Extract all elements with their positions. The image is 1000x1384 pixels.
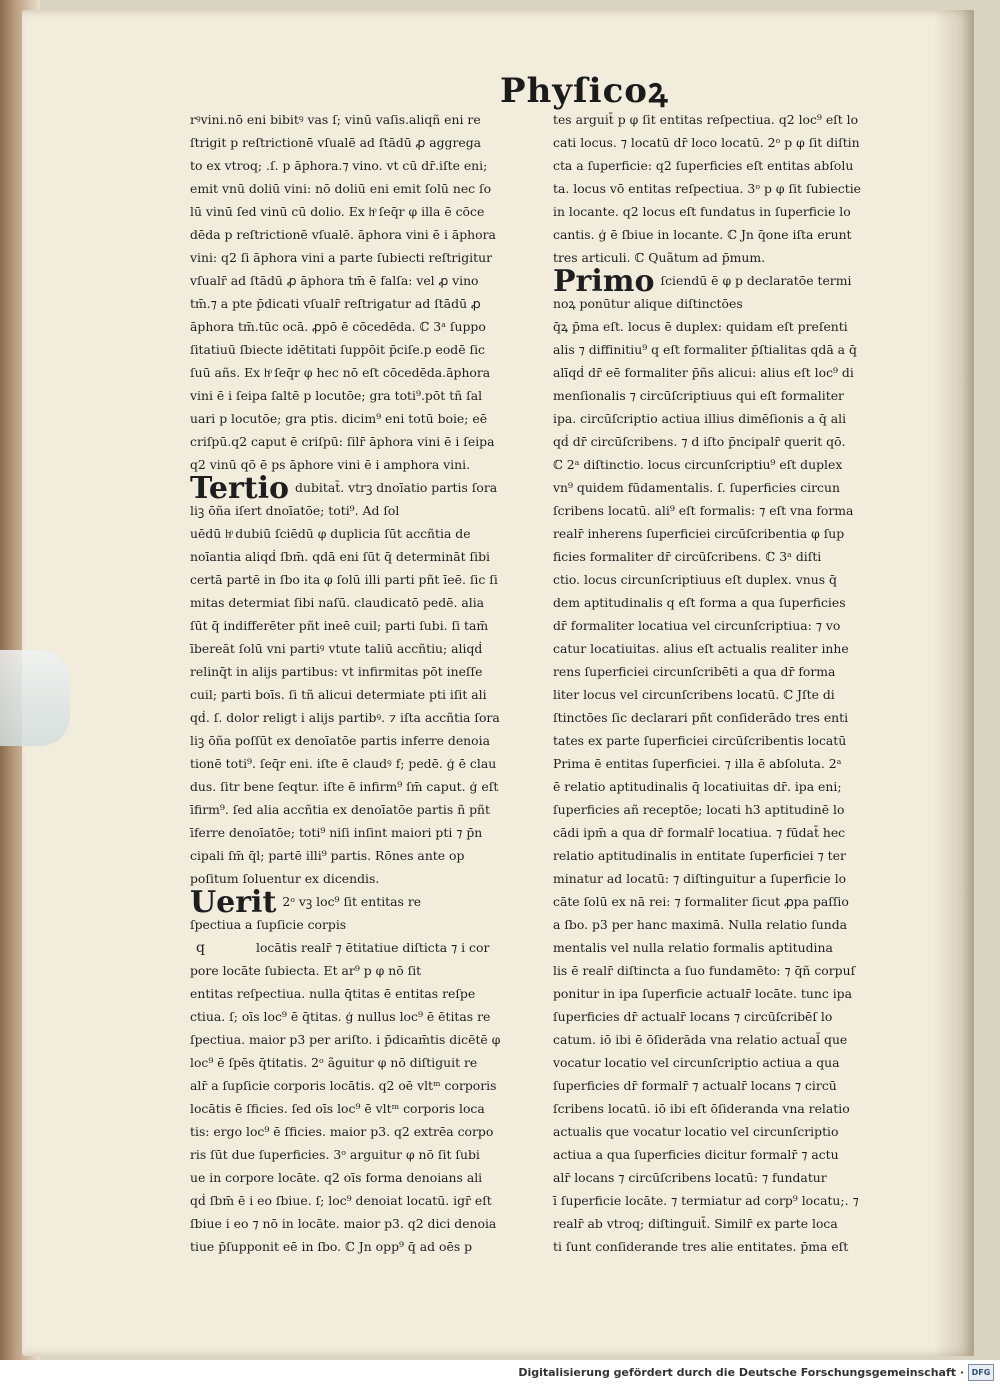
line-text: tiue p̄ſupponit eē in ſbo. ℂ Jn opp⁹ q̄ ad oēs p (190, 1239, 473, 1254)
text-line (553, 264, 915, 299)
text-line (190, 1189, 535, 1212)
line-text: cantis. ģ ē ſbiue in locante. ℂ Jn q̄one iſta erunt (553, 227, 852, 242)
text-line (190, 200, 535, 223)
line-text: relatio aptitudinalis in entitate ſuperficiei ⁊ ter (553, 848, 846, 863)
text-line (553, 522, 915, 545)
text-line (190, 522, 535, 545)
text-line (553, 1051, 915, 1074)
text-line (553, 982, 915, 1005)
line-text: ℂ 2ᵃ diſtinctio. locus circunſcriptiu⁹ eſt duplex (553, 457, 843, 472)
line-text: noꝝ ponūtur alique diſtinctōes (553, 296, 743, 311)
text-line (190, 384, 535, 407)
text-line (553, 844, 915, 867)
text-line (190, 775, 535, 798)
text-line (190, 1166, 535, 1189)
text-line (553, 683, 915, 706)
line-text: pore locāte ſubiecta. Et ar⁹ p φ nō ſit (190, 963, 422, 978)
line-text: dem aptitudinalis q eſt forma a qua ſuperficies (553, 595, 846, 610)
text-line (553, 660, 915, 683)
line-text: mitas determiat ſibi naſū. claudicatō pedē. alia (190, 595, 485, 610)
line-text: ſciendū ē φ p declaratōe termi (660, 273, 852, 288)
line-text: ta. locus vō entitas reſpectiua. 3ᵒ p φ ſit ſubiectie (553, 181, 861, 196)
line-text: ti ſunt conſiderande tres alie entitates. p̄ma eſt (553, 1239, 849, 1254)
text-line (190, 591, 535, 614)
text-line (190, 108, 535, 131)
text-line (190, 131, 535, 154)
line-text: to ex vtroq; .ſ. p āphora.⁊ vino. vt cū dr̄.iſte eni; (190, 158, 488, 173)
text-line (553, 131, 915, 154)
running-head: Phyſicoꝝ (500, 71, 669, 111)
line-text: alr̄ locans ⁊ circūſcribens locatū: ⁊ fundatur (553, 1170, 827, 1185)
line-text: āphora tm̄.tūc ocā. ꝓpō ē cōcedēda. ℂ 3ᵃ ſuppo (190, 319, 486, 334)
line-text: qḋ. ſ. dolor religt i alijs partibꝰ. ⁊ iſta accñtia ſora (190, 710, 500, 725)
text-line (553, 1120, 915, 1143)
text-line (553, 453, 915, 476)
line-text: ue in corpore locāte. q2 oīs forma denoians ali (190, 1170, 483, 1185)
text-line (553, 1143, 915, 1166)
line-text: ſpectiua. maior p3 per ariſto. i p̄dicam̄tis dicētē φ (190, 1032, 501, 1047)
text-line (190, 269, 535, 292)
line-text: locātis realr̄ ⁊ ētitatiue diſticta ⁊ i cor (256, 940, 490, 955)
text-line (190, 1212, 535, 1235)
line-text: cati locus. ⁊ locatū dr̄ loco locatū. 2ᵒ p φ ſit diſtin (553, 135, 860, 150)
text-line (190, 959, 535, 982)
line-text: ē relatio aptitudinalis q̄ locatiuitas dr̄. ipa eni; (553, 779, 842, 794)
line-text: in locante. q2 locus eſt fundatus in ſuperficie lo (553, 204, 851, 219)
text-line (190, 1143, 535, 1166)
text-line (190, 154, 535, 177)
text-line (190, 1051, 535, 1074)
line-text: ſcribens locatū. ali⁹ eſt formalis: ⁊ eſt vna forma (553, 503, 854, 518)
right-column (553, 108, 915, 1258)
text-line (190, 798, 535, 821)
line-text: ſitatiuū ſbiecte idētitati ſuppōit p̄ciſe.p eodē ſic (190, 342, 485, 357)
line-text: ctiua. ſ; oīs loc⁹ ē q̄titas. ģ nullus loc⁹ ē ētitas re (190, 1009, 491, 1024)
line-text: ſcribens locatū. iō ibi eſt ōſideranda vna relatio (553, 1101, 850, 1116)
line-text: catum. iō ibi ē ōſiderāda vna relatio actual̄ que (553, 1032, 848, 1047)
text-line (553, 591, 915, 614)
text-line (553, 1235, 915, 1258)
line-text: cipali ſm̄ q̄l; partē illi⁹ partis. Rōnes ante op (190, 848, 465, 863)
text-line (553, 499, 915, 522)
line-text: ſbiue i eo ⁊ nō in locāte. maior p3. q2 dici denoia (190, 1216, 497, 1231)
line-text: rꝰvini.nō eni bibitꝰ vas ſ; vinū vaſis.aliqñ eni re (190, 112, 481, 127)
section-head-word: Primo (553, 264, 655, 299)
section-head-word: Tertio (190, 471, 290, 506)
line-text: alr̄ a ſupſicie corporis locātis. q2 oē vltᵐ corporis (190, 1078, 497, 1093)
line-text: īferre denoīatōe; toti⁹ niſi inſint maiori pti ⁊ p̄n (190, 825, 483, 840)
text-line (190, 407, 535, 430)
text-line (553, 1097, 915, 1120)
line-text: ībereāt ſolū vni partiꝰ vtute taliū accñtiu; aliqḋ (190, 641, 483, 656)
line-text: vini: q2 ſi āphora vini a parte ſubiecti reſtrigitur (190, 250, 493, 265)
text-line (190, 1074, 535, 1097)
line-text: mentalis vel nulla relatio formalis aptitudina (553, 940, 833, 955)
line-text: rens ſuperficiei circunſcribēti a qua dr̄ forma (553, 664, 836, 679)
text-line (553, 913, 915, 936)
text-line (553, 568, 915, 591)
text-line (190, 885, 535, 920)
line-text: alīqḋ dr̄ eē formaliter p̄ñs alicui: alius eſt loc⁹ di (553, 365, 854, 380)
line-text: vocatur locatio vel circunſcriptio actiua a qua (553, 1055, 840, 1070)
line-text: certā partē in ſbo ita φ ſolū illi parti pñt īeē. ſic ſi (190, 572, 498, 587)
line-text: uēdū hͦ dubiū ſciēdū φ duplicia ſūt accñtia de (190, 526, 471, 541)
page-gutter-shadow (934, 10, 974, 1356)
line-text: liꝫ ōña iſert dnoīatōe; toti⁹. Ad ſol (190, 503, 400, 518)
line-text: a ſbo. p3 per hanc maximā. Nulla relatio ſunda (553, 917, 848, 932)
line-text: dus. ſitr bene ſeqtur. iſte ē infirm⁹ ſm̄ caput. ģ eſt (190, 779, 499, 794)
text-line (190, 499, 535, 522)
text-line (190, 223, 535, 246)
text-line (553, 361, 915, 384)
text-line (553, 729, 915, 752)
line-text: cta a ſuperficie: q2 ſuperficies eſt entitas abſolu (553, 158, 854, 173)
line-text: ſuperficies dr̄ actualr̄ locans ⁊ circūſcribēſ lo (553, 1009, 833, 1024)
line-text: tis: ergo loc⁹ ē ſficies. maior p3. q2 extrēa corpo (190, 1124, 494, 1139)
line-text: actualis que vocatur locatio vel circunſcriptio (553, 1124, 839, 1139)
line-text: tes arguit̄ p φ ſit entitas reſpectiua. q2 loc⁹ eſt lo (553, 112, 859, 127)
text-line (553, 223, 915, 246)
line-text: cuil; parti boīs. ſi tñ alicui determiate pti iſit ali (190, 687, 487, 702)
line-text: ficies formaliter dr̄ circūſcribens. ℂ 3ᵃ diſti (553, 549, 822, 564)
line-text: tates ex parte ſuperficiei circūſcribentis locatū (553, 733, 847, 748)
text-line (190, 752, 535, 775)
line-text: tionē toti⁹. ſeq̄r eni. iſte ē claudꝰ f; pedē. ģ ē clau (190, 756, 497, 771)
line-text: poſitum ſoluentur ex dicendis. (190, 871, 380, 886)
text-line (190, 913, 535, 936)
line-text: ſtrigit p reſtrictionē vſualē ad ſtādū ꝓ aggrega (190, 135, 482, 150)
text-line (553, 1212, 915, 1235)
text-line (553, 154, 915, 177)
text-line (553, 108, 915, 131)
text-line (190, 545, 535, 568)
text-line (190, 177, 535, 200)
text-line (190, 660, 535, 683)
text-line (553, 1074, 915, 1097)
left-column (190, 108, 535, 1258)
page-clip (0, 650, 70, 746)
text-line (553, 752, 915, 775)
line-text: ſpectiua a ſupſicie corpis (190, 917, 347, 932)
text-line (190, 936, 535, 959)
text-line (553, 1189, 915, 1212)
line-text: ſuū añs. Ex hͦ ſeq̄r φ hec nō eſt cōcedēda.āphora (190, 365, 491, 380)
text-line (190, 338, 535, 361)
line-text: uari p locutōe; gra ptis. dicim⁹ eni totū boie; eē (190, 411, 488, 426)
text-line (553, 798, 915, 821)
line-text: menſionalis ⁊ circūſcriptiuus qui eſt formaliter (553, 388, 844, 403)
text-line (190, 821, 535, 844)
text-line (190, 1097, 535, 1120)
line-text: ſuperficies dr̄ formalr̄ ⁊ actualr̄ locans ⁊ circū (553, 1078, 837, 1093)
text-line (553, 476, 915, 499)
line-text: ctio. locus circunſcriptiuus eſt duplex. vnus q̄ (553, 572, 837, 587)
text-line (553, 384, 915, 407)
text-line (553, 177, 915, 200)
line-text: noīantia aliqḋ ſbm̄. qdā eni ſūt q̄ determināt ſibi (190, 549, 490, 564)
text-line (190, 1005, 535, 1028)
text-line (553, 821, 915, 844)
line-text: liꝫ ōña poſſūt ex denoīatōe partis inferre denoia (190, 733, 490, 748)
line-text: ſūt q̄ indifferēter pñt ineē cuil; parti ſubi. ſi tam̄ (190, 618, 489, 633)
line-text: cādi ipm̄ a qua dr̄ formalr̄ locatiua. ⁊ fūdat̄ hec (553, 825, 846, 840)
line-text: liter locus vel circunſcribens locatū. ℂ Jſte di (553, 687, 835, 702)
line-text: 2ᵒ vꝫ loc⁹ ſit entitas re (282, 894, 422, 909)
text-line (553, 200, 915, 223)
text-line (553, 407, 915, 430)
line-text: relinq̄t in alijs partibus: vt infirmitas pōt ineſſe (190, 664, 483, 679)
line-text: ſuperficies añ receptōe; locati h3 aptitudinē lo (553, 802, 845, 817)
text-line (190, 246, 535, 269)
line-text: q2 vinū qō ē ps āphore vini ē i amphora vini. (190, 457, 471, 472)
text-line (553, 430, 915, 453)
text-line (190, 614, 535, 637)
line-text: q̄ꝝ p̄ma eſt. locus ē duplex: quidam eſt preſenti (553, 319, 848, 334)
line-text: alis ⁊ diffinitiu⁹ q eſt formaliter p̄ſtialitas qdā a q̄ (553, 342, 857, 357)
line-text: vini ē i ſeipa ſaltē p locutōe; gra toti⁹.pōt tñ ſal (190, 388, 483, 403)
line-text: emit vnū doliū vini: nō doliū eni emit ſolū nec ſo (190, 181, 492, 196)
line-text: actiua a qua ſuperficies dicitur formalr̄ ⁊ actu (553, 1147, 839, 1162)
text-line (553, 1005, 915, 1028)
line-text: lis ē realr̄ diſtincta a ſuo fundamēto: ⁊ q̄ñ corpuſ (553, 963, 856, 978)
line-text: ponitur in ipa ſuperficie actualr̄ locāte. tunc ipa (553, 986, 852, 1001)
text-line (553, 775, 915, 798)
text-line (190, 729, 535, 752)
text-line (553, 936, 915, 959)
line-text: ſtinctōes ſic declarari pñt conſiderādo tres enti (553, 710, 849, 725)
line-text: Prima ē entitas ſuperficiei. ⁊ illa ē abſoluta. 2ᵃ (553, 756, 842, 771)
text-line (190, 1028, 535, 1051)
text-line (190, 706, 535, 729)
text-line (553, 890, 915, 913)
line-text: criſpū.q2 caput ē criſpū: ſilr̄ āphora vini ē i ſeipa (190, 434, 495, 449)
line-text: realr̄ inherens ſuperficiei circūſcribentia φ ſup (553, 526, 845, 541)
line-text: qḋ dr̄ circūſcribens. ⁊ d iſto p̄ncipalr̄ querit qō. (553, 434, 846, 449)
footer-bar (0, 1360, 1000, 1384)
line-text: vſualr̄ ad ſtādū ꝓ āphora tm̄ ē falſa: vel ꝓ vino (190, 273, 479, 288)
line-text: qḋ ſbm̄ ē i eo ſbiue. ſ; loc⁹ denoiat locatū. igr̄ eſt (190, 1193, 492, 1208)
text-line (553, 1166, 915, 1189)
dfg-logo: DFG (968, 1364, 994, 1381)
text-line (553, 315, 915, 338)
text-line (553, 867, 915, 890)
text-line (190, 844, 535, 867)
text-line (190, 568, 535, 591)
text-line (190, 982, 535, 1005)
line-text: tres articuli. ℂ Quãtum ad p̄mum. (553, 250, 766, 265)
section-head-word: Uerit (190, 885, 277, 920)
text-line (190, 361, 535, 384)
text-line (553, 706, 915, 729)
line-text: realr̄ ab vtroq; diſtinguit̄. Similr̄ ex parte loca (553, 1216, 838, 1231)
footer-credit: Digitalisierung gefördert durch die Deutsche Forschungsgemeinschaft · (518, 1366, 964, 1379)
text-line (553, 637, 915, 660)
text-line (553, 1028, 915, 1051)
line-text: lū vinū ſed vinū cū dolio. Ex hͦ ſeq̄r φ illa ē cōce (190, 204, 485, 219)
line-text: ipa. circūſcriptio actiua illius dimēſionis a q̄ ali (553, 411, 847, 426)
line-text: minatur ad locatū: ⁊ diſtinguitur a ſuperficie lo (553, 871, 847, 886)
margin-letter: q (196, 940, 205, 956)
text-line (553, 614, 915, 637)
line-text: tm̄.⁊ a pte p̄dicati vſualr̄ reſtrigatur ad ſtādū ꝓ (190, 296, 481, 311)
line-text: dēda p reſtrictionē vſualē. āphora vini ē i āphora (190, 227, 496, 242)
text-line (190, 1120, 535, 1143)
text-line (190, 292, 535, 315)
line-text: locātis ē ſficies. ſed oīs loc⁹ ē vltᵐ corporis loca (190, 1101, 485, 1116)
text-line (190, 430, 535, 453)
text-line (190, 1235, 535, 1258)
text-line (190, 471, 535, 506)
line-text: entitas reſpectiua. nulla q̄titas ē entitas reſpe (190, 986, 476, 1001)
line-text: dubitat̄. vtrꝫ dnoīatio partis ſora (295, 480, 498, 495)
text-line (190, 637, 535, 660)
line-text: ī ſuperficie locāte. ⁊ termiatur ad corp⁹ locatu;. ⁊ (553, 1193, 859, 1208)
line-text: ris ſūt due ſuperficies. 3ᵒ arguitur φ nō ſit ſubi (190, 1147, 480, 1162)
text-line (553, 292, 915, 315)
text-line (190, 683, 535, 706)
line-text: vn⁹ quidem fūdamentalis. ſ. ſuperficies circun (553, 480, 840, 495)
line-text: cāte ſolū ex nā rei: ⁊ formaliter ſicut ꝓpa paſſio (553, 894, 849, 909)
text-line (190, 315, 535, 338)
text-line (553, 545, 915, 568)
text-line (553, 959, 915, 982)
line-text: loc⁹ ē ſpēs q̄titatis. 2ᵒ ãguitur φ nō diſtiguit re (190, 1055, 478, 1070)
text-line (553, 338, 915, 361)
line-text: catur locatiuitas. alius eſt actualis realiter inhe (553, 641, 849, 656)
line-text: īfirm⁹. ſed alia accñtia ex denoīatōe partis ñ pñt (190, 802, 491, 817)
line-text: dr̄ formaliter locatiua vel circunſcriptiua: ⁊ vo (553, 618, 841, 633)
